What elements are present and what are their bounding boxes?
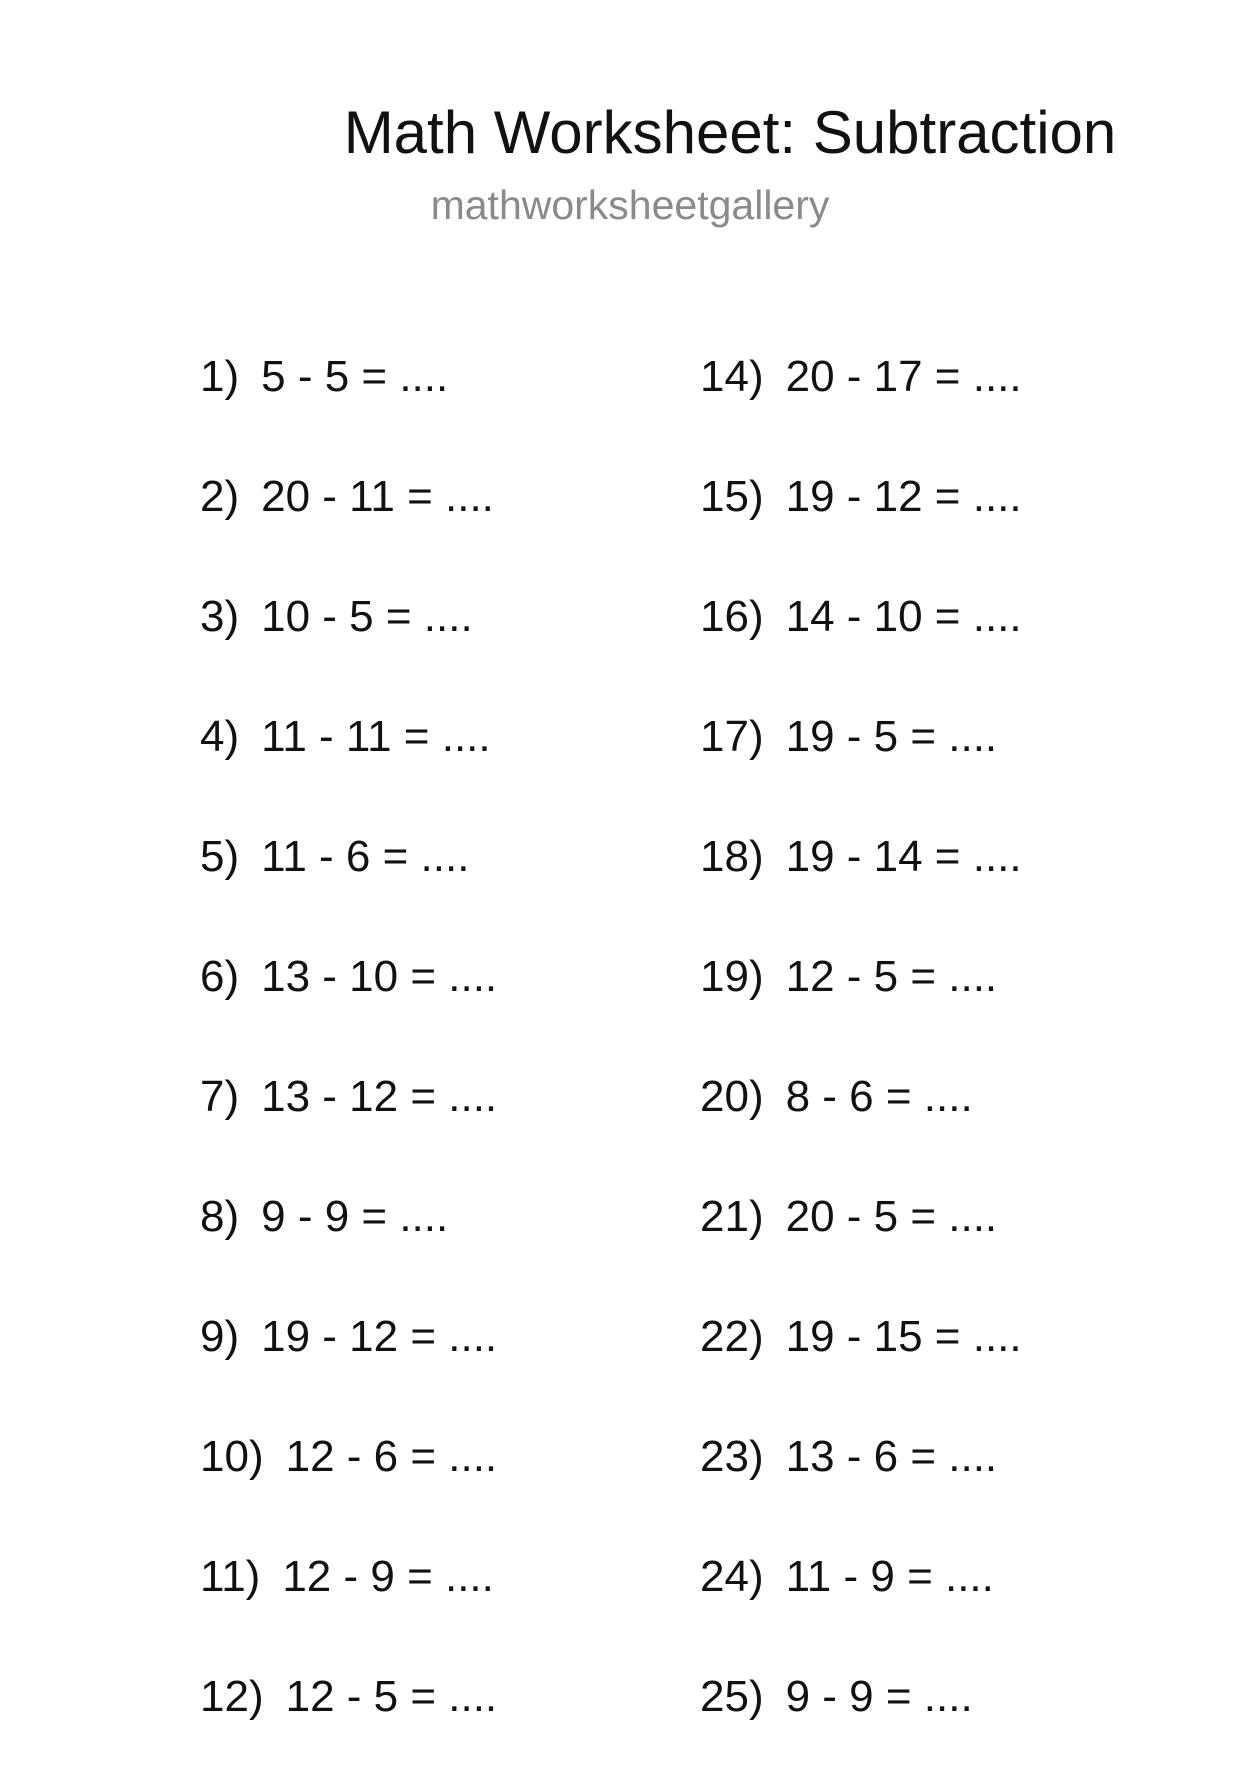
- problem-number: 23): [700, 1432, 764, 1481]
- problem-number: 12): [200, 1672, 264, 1721]
- problem-expression: 12 - 6 = ....: [285, 1432, 498, 1481]
- problem-number: 20): [700, 1072, 764, 1121]
- problem-item: [700, 1667, 1022, 1787]
- problem-number: 24): [700, 1552, 764, 1601]
- problem-number: 21): [700, 1192, 764, 1241]
- problem-item: [200, 1067, 497, 1187]
- problem-number: 18): [700, 832, 764, 881]
- problem-expression: 11 - 6 = ....: [261, 832, 470, 881]
- problem-number: 5): [200, 832, 240, 881]
- worksheet-title: Math Worksheet: Subtraction: [343, 99, 1117, 166]
- problem-number: 10): [200, 1432, 264, 1481]
- problem-expression: 20 - 5 = ....: [785, 1192, 998, 1241]
- problem-item: [700, 1067, 1022, 1187]
- problem-item: [200, 1427, 497, 1547]
- problem-expression: 13 - 12 = ....: [261, 1072, 498, 1121]
- problem-expression: 19 - 12 = ....: [261, 1312, 498, 1361]
- problem-expression: 10 - 5 = ....: [261, 592, 473, 641]
- problem-expression: 12 - 5 = ....: [285, 1672, 498, 1721]
- problem-item: [700, 467, 1022, 587]
- problem-expression: 11 - 9 = ....: [785, 1552, 994, 1601]
- problem-item: [200, 587, 497, 707]
- problem-number: 14): [700, 352, 764, 401]
- problem-item: [700, 947, 1022, 1067]
- problem-expression: 9 - 9 = ....: [785, 1672, 973, 1721]
- problem-number: 9): [200, 1312, 240, 1361]
- problem-item: [200, 1667, 497, 1787]
- problem-item: [200, 827, 497, 947]
- problem-number: 22): [700, 1312, 764, 1361]
- problem-number: 15): [700, 472, 764, 521]
- problem-item: [200, 467, 497, 587]
- problem-item: [700, 827, 1022, 947]
- problem-expression: 19 - 15 = ....: [785, 1312, 1022, 1361]
- problem-expression: 20 - 17 = ....: [785, 352, 1022, 401]
- problem-number: 19): [700, 952, 764, 1001]
- problem-number: 25): [700, 1672, 764, 1721]
- problem-expression: 5 - 5 = ....: [261, 352, 449, 401]
- problem-expression: 12 - 5 = ....: [785, 952, 998, 1001]
- problem-item: [200, 1307, 497, 1427]
- problem-item: [200, 947, 497, 1067]
- problem-expression: 11 - 11 = ....: [261, 712, 491, 761]
- problem-expression: 9 - 9 = ....: [261, 1192, 449, 1241]
- problem-number: 8): [200, 1192, 240, 1241]
- problem-item: [700, 707, 1022, 827]
- problem-item: [200, 347, 497, 467]
- problem-item: [700, 347, 1022, 467]
- problem-item: [700, 587, 1022, 707]
- problem-item: [200, 1547, 497, 1667]
- problem-expression: 8 - 6 = ....: [785, 1072, 973, 1121]
- problem-number: 7): [200, 1072, 240, 1121]
- problem-list-right: [700, 347, 1022, 1787]
- problem-expression: 19 - 12 = ....: [785, 472, 1022, 521]
- problem-list-left: [200, 347, 497, 1787]
- problem-expression: 20 - 11 = ....: [261, 472, 494, 521]
- problem-number: 3): [200, 592, 240, 641]
- problem-item: [200, 1187, 497, 1307]
- problem-number: 4): [200, 712, 240, 761]
- problem-expression: 13 - 10 = ....: [261, 952, 498, 1001]
- problem-item: [700, 1307, 1022, 1427]
- problem-expression: 12 - 9 = ....: [282, 1552, 494, 1601]
- problem-expression: 14 - 10 = ....: [785, 592, 1022, 641]
- problem-item: [700, 1187, 1022, 1307]
- problem-item: [200, 707, 497, 827]
- problem-number: 17): [700, 712, 764, 761]
- problem-expression: 19 - 5 = ....: [785, 712, 998, 761]
- problem-item: [700, 1427, 1022, 1547]
- problem-expression: 19 - 14 = ....: [785, 832, 1022, 881]
- problem-item: [700, 1547, 1022, 1667]
- problem-number: 6): [200, 952, 240, 1001]
- problem-expression: 13 - 6 = ....: [785, 1432, 998, 1481]
- problem-number: 11): [200, 1552, 261, 1601]
- worksheet-source: mathworksheetgallery: [430, 182, 830, 228]
- problem-number: 16): [700, 592, 764, 641]
- problem-number: 1): [200, 352, 240, 401]
- problem-number: 2): [200, 472, 240, 521]
